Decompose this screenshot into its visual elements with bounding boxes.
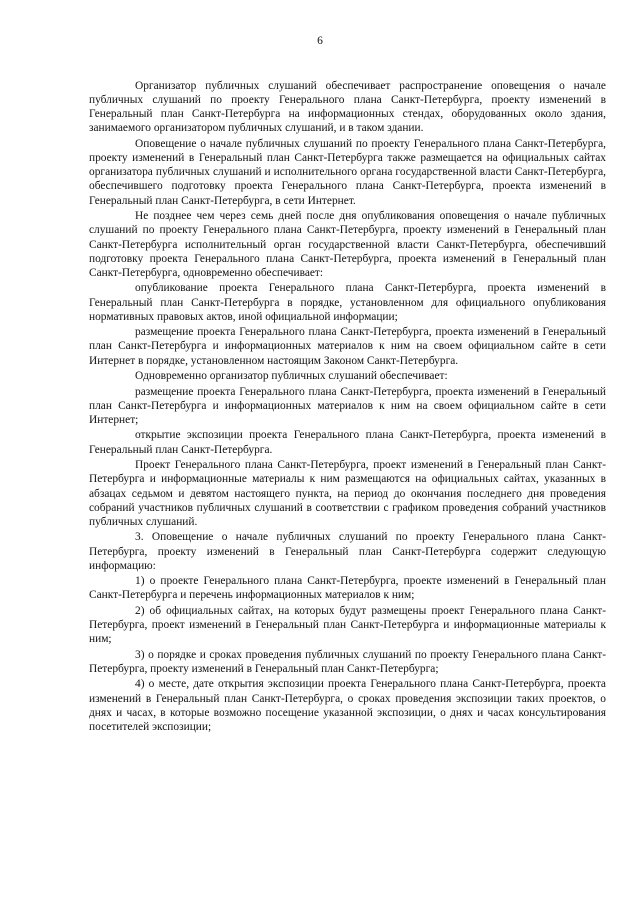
- paragraph: Одновременно организатор публичных слушаний обеспечивает:: [135, 370, 448, 383]
- paragraph: Не позднее чем через семь дней после дня опубликования оповещения о начале публичных слушаний по проекту Генерального плана Санкт-Петербурга, проекту изменений в Генеральный план Санкт-Петербурга исполнительный орган государственной власти Санкт-Петербурга, обеспечивший подготовку проекта Генерального плана Санкт-Петербурга, проекта изменений в Генеральный план Санкт-Петербурга, одновременно обеспечивает:: [89, 210, 606, 279]
- paragraph: опубликование проекта Генерального плана Санкт-Петербурга, проекта изменений в Генеральный план Санкт-Петербурга в порядке, установленном для официального опубликования нормативных правовых актов, иной официальной информации;: [89, 282, 606, 323]
- document-body: [89, 79, 606, 736]
- paragraph: 4) о месте, дате открытия экспозиции проекта Генерального плана Санкт-Петербурга, проекта изменений в Генеральный план Санкт-Петербурга, о сроках проведения экспозиции таких проектов, о днях и часах, в которые возможно посещение указанной экспозиции, о днях и часах консультирования посетителей экспозиции;: [89, 678, 606, 733]
- paragraph: 3. Оповещение о начале публичных слушаний по проекту Генерального плана Санкт-Петербурга, проекту изменений в Генеральный план Санкт-Петербурга содержит следующую информацию:: [89, 531, 606, 572]
- paragraph: 3) о порядке и сроках проведения публичных слушаний по проекту Генерального плана Санкт-Петербурга, проекту изменений в Генеральный план Санкт-Петербурга;: [89, 648, 606, 675]
- paragraph: Оповещение о начале публичных слушаний по проекту Генерального плана Санкт-Петербурга, проекту изменений в Генеральный план Санкт-Петербурга также размещается на официальных сайтах организатора публичных слушаний и исполнительного органа государственной власти Санкт-Петербурга, обеспечившего подготовку проекта Генерального плана Санкт-Петербурга, проекта изменений в Генеральный план Санкт-Петербурга, в сети Интернет.: [89, 138, 606, 207]
- paragraph: размещение проекта Генерального плана Санкт-Петербурга, проекта изменений в Генеральный план Санкт-Петербурга и информационных материалов к ним на своем официальном сайте в сети Интернет;: [89, 385, 606, 426]
- page-number: 6: [317, 35, 323, 47]
- paragraph: размещение проекта Генерального плана Санкт-Петербурга, проекта изменений в Генеральный план Санкт-Петербурга и информационных материалов к ним на своем официальном сайте в сети Интернет в порядке, установленном настоящим Законом Санкт-Петербурга.: [89, 326, 606, 367]
- paragraph: 1) о проекте Генерального плана Санкт-Петербурга, проекте изменений в Генеральный план Санкт-Петербурга и перечень информационных материалов к ним;: [89, 575, 606, 602]
- paragraph: Организатор публичных слушаний обеспечивает распространение оповещения о начале публичных слушаний по проекту Генерального плана Санкт-Петербурга, проекту изменений в Генеральный план Санкт-Петербурга на информационных стендах, оборудованных около здания, занимаемого организатором публичных слушаний, и в таком здании.: [89, 80, 606, 135]
- paragraph: 2) об официальных сайтах, на которых будут размещены проект Генерального плана Санкт-Петербурга, проект изменений в Генеральный план Санкт-Петербурга и информационные материалы к ним;: [89, 604, 606, 646]
- paragraph: Проект Генерального плана Санкт-Петербурга, проект изменений в Генеральный план Санкт-Петербурга и информационные материалы к ним размещаются на официальных сайтах, указанных в абзацах седьмом и девятом настоящего пункта, на период до окончания последнего дня проведения собраний участников публичных слушаний в соответствии с графиком проведения собраний участников публичных слушаний.: [89, 459, 606, 528]
- paragraph: открытие экспозиции проекта Генерального плана Санкт-Петербурга, проекта изменений в Генеральный план Санкт-Петербурга.: [89, 429, 606, 456]
